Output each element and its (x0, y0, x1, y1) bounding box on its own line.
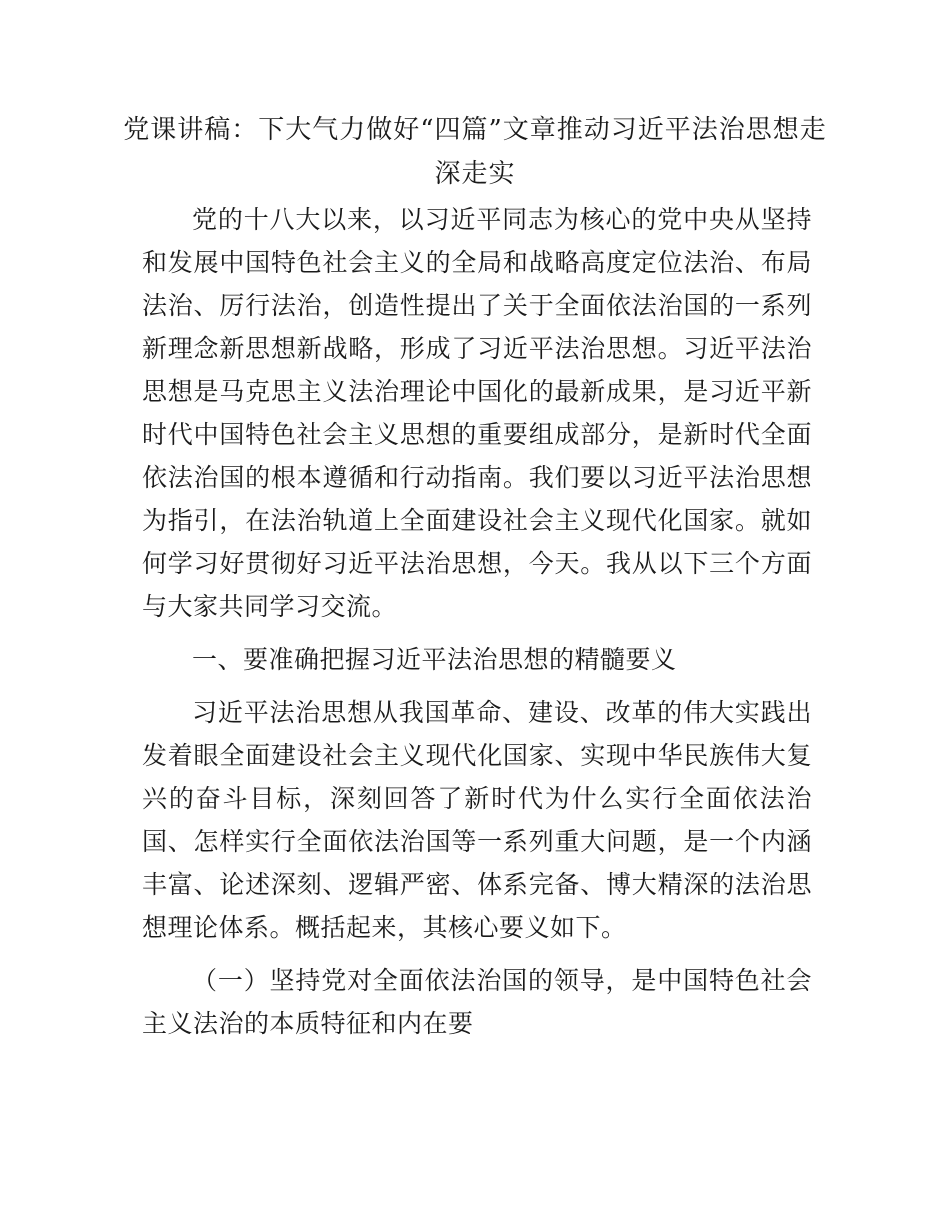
paragraph-core-meaning: 习近平法治思想从我国革命、建设、改革的伟大实践出发着眼全面建设社会主义现代化国家、实现中华民族伟大复兴的奋斗目标，深刻回答了新时代为什么实行全面依法治国、怎样实行全面依法治国等一系列重大问题，是一个内涵丰富、论述深刻、逻辑严密、体系完备、博大精深的法治思想理论体系。概括起来，其核心要义如下。 (142, 698, 812, 942)
document-body (142, 198, 812, 1045)
section-heading-1: 一、要准确把握习近平法治思想的精髓要义 (192, 645, 677, 674)
paragraph-intro: 党的十八大以来，以习近平同志为核心的党中央从坚持和发展中国特色社会主义的全局和战略高度定位法治、布局法治、厉行法治，创造性提出了关于全面依法治国的一系列新理念新思想新战略，形成了习近平法治思想。习近平法治思想是马克思主义法治理论中国化的最新成果，是习近平新时代中国特色社会主义思想的重要组成部分，是新时代全面依法治国的根本遵循和行动指南。我们要以习近平法治思想为指引，在法治轨道上全面建设社会主义现代化国家。就如何学习好贯彻好习近平法治思想，今天。我从以下三个方面与大家共同学习交流。 (142, 205, 812, 621)
subheading-1: （一）坚持党对全面依法治国的领导，是中国特色社会主义法治的本质特征和内在要 (142, 966, 812, 1038)
document-title: 党课讲稿：下大气力做好“四篇”文章推动习近平法治思想走深走实 (123, 115, 827, 189)
